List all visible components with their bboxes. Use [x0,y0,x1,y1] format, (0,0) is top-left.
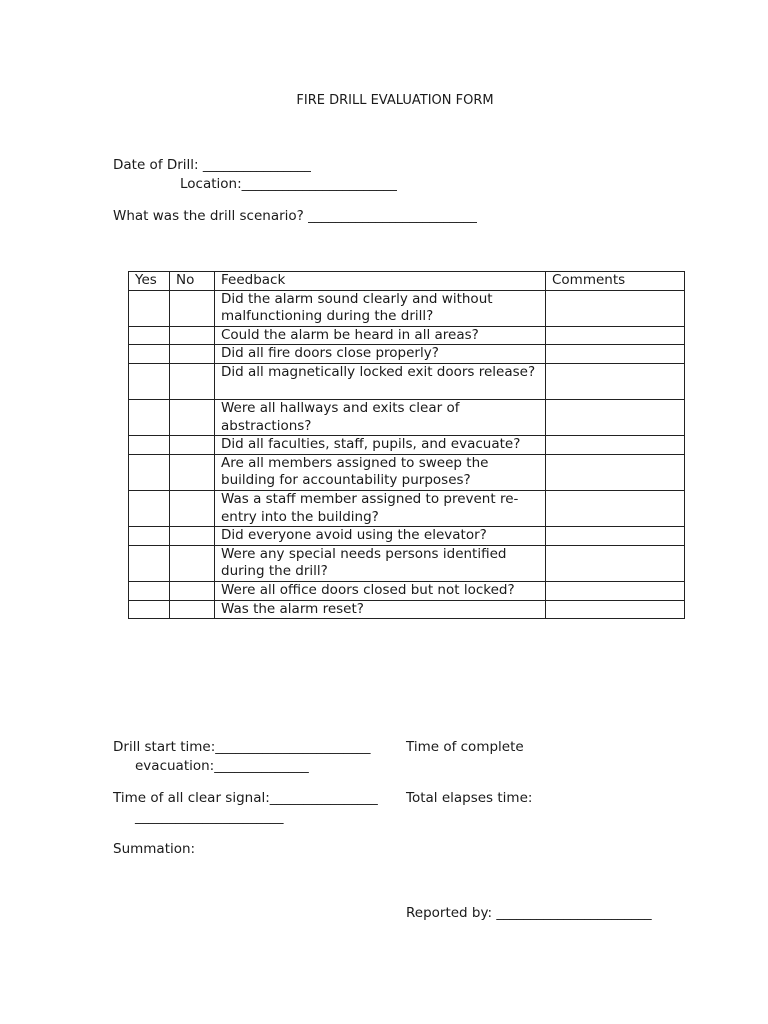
comments-cell[interactable] [546,545,685,581]
yes-cell[interactable] [129,581,170,600]
comments-cell[interactable] [546,399,685,435]
table-header-row [129,272,685,291]
comments-cell[interactable] [546,527,685,546]
yes-cell[interactable] [129,600,170,619]
feedback-cell: Did the alarm sound clearly and without malfunctioning during the drill? [215,290,546,326]
header-no: No [170,272,215,291]
comments-cell[interactable] [546,436,685,455]
feedback-cell: Were any special needs persons identified during the drill? [215,545,546,581]
no-cell[interactable] [170,345,215,364]
drill-scenario-field[interactable]: What was the drill scenario? _________________________ [113,208,477,224]
feedback-cell: Did all faculties, staff, pupils, and evacuate? [215,436,546,455]
no-cell[interactable] [170,527,215,546]
table-row [129,527,685,546]
evaluation-table [128,271,685,619]
no-cell[interactable] [170,581,215,600]
comments-cell[interactable] [546,600,685,619]
yes-cell[interactable] [129,527,170,546]
all-clear-signal-field[interactable]: Time of all clear signal:________________ [113,790,378,806]
feedback-cell: Were all hallways and exits clear of abstractions? [215,399,546,435]
drill-start-time-field[interactable]: Drill start time:_______________________ [113,739,371,755]
yes-cell[interactable] [129,490,170,526]
yes-cell[interactable] [129,545,170,581]
feedback-cell: Were all office doors closed but not locked? [215,581,546,600]
feedback-cell: Did all fire doors close properly? [215,345,546,364]
feedback-cell: Was a staff member assigned to prevent re-entry into the building? [215,490,546,526]
table-row [129,363,685,399]
complete-evacuation-label: Time of complete [406,739,524,755]
comments-cell[interactable] [546,326,685,345]
table-row [129,454,685,490]
comments-cell[interactable] [546,345,685,364]
table-row [129,490,685,526]
comments-cell[interactable] [546,290,685,326]
header-yes: Yes [129,272,170,291]
yes-cell[interactable] [129,454,170,490]
form-title: FIRE DRILL EVALUATION FORM [296,93,494,108]
no-cell[interactable] [170,454,215,490]
feedback-cell: Could the alarm be heard in all areas? [215,326,546,345]
table-row [129,290,685,326]
comments-cell[interactable] [546,581,685,600]
table-row [129,399,685,435]
total-elapsed-label: Total elapses time: [406,790,533,806]
table-row [129,436,685,455]
comments-cell[interactable] [546,490,685,526]
no-cell[interactable] [170,436,215,455]
feedback-cell: Did all magnetically locked exit doors release? [215,363,546,399]
table-row [129,545,685,581]
feedback-cell: Was the alarm reset? [215,600,546,619]
total-elapsed-field[interactable]: ______________________ [135,809,284,825]
summation-label: Summation: [113,841,196,857]
table-row [129,581,685,600]
date-of-drill-field[interactable]: Date of Drill: ________________ [113,157,311,173]
yes-cell[interactable] [129,436,170,455]
location-field[interactable]: Location:_______________________ [180,176,397,192]
no-cell[interactable] [170,363,215,399]
reported-by-field[interactable]: Reported by: _______________________ [406,905,652,921]
feedback-cell: Did everyone avoid using the elevator? [215,527,546,546]
yes-cell[interactable] [129,326,170,345]
no-cell[interactable] [170,290,215,326]
header-feedback: Feedback [215,272,546,291]
feedback-cell: Are all members assigned to sweep the building for accountability purposes? [215,454,546,490]
table-row [129,345,685,364]
no-cell[interactable] [170,545,215,581]
comments-cell[interactable] [546,363,685,399]
yes-cell[interactable] [129,345,170,364]
yes-cell[interactable] [129,363,170,399]
no-cell[interactable] [170,600,215,619]
yes-cell[interactable] [129,399,170,435]
table-row [129,326,685,345]
no-cell[interactable] [170,399,215,435]
yes-cell[interactable] [129,290,170,326]
header-comments: Comments [546,272,685,291]
table-row [129,600,685,619]
complete-evacuation-field[interactable]: evacuation:______________ [135,758,309,774]
no-cell[interactable] [170,326,215,345]
no-cell[interactable] [170,490,215,526]
comments-cell[interactable] [546,454,685,490]
